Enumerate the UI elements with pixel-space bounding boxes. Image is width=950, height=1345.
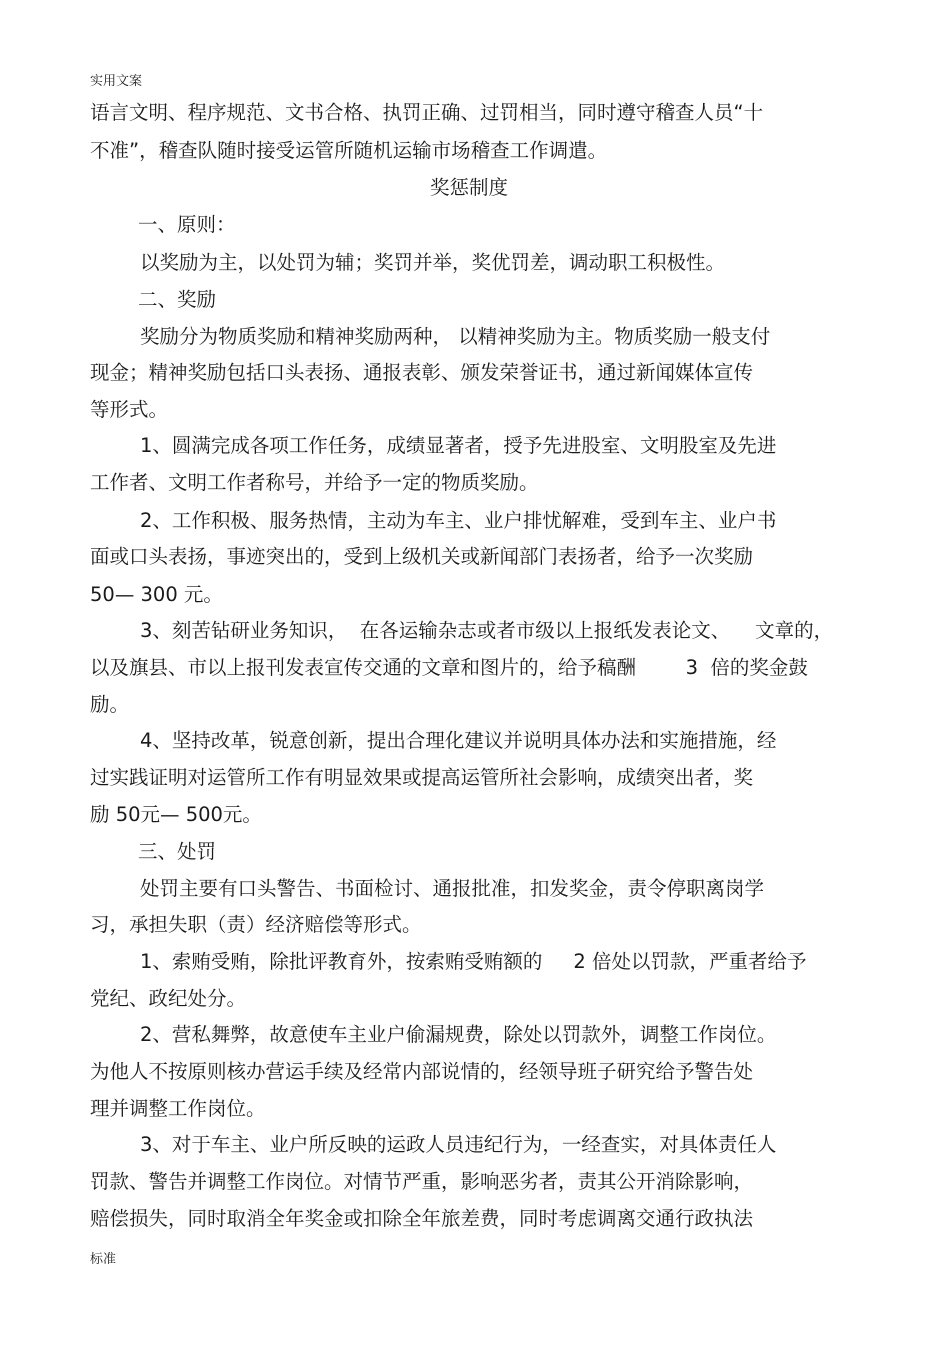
text-line: 罚款、警告并调整工作岗位。对情节严重，影响恶劣者，责其公开消除影响，: [90, 1170, 754, 1193]
text-line: 等形式。: [90, 398, 169, 421]
text-line: 50— 300 元。: [90, 583, 223, 606]
text-line: 4、坚持改革，锐意创新，提出合理化建议并说明具体办法和实施措施，经: [140, 729, 777, 752]
text-line: 不准”，稽查队随时接受运管所随机运输市场稽查工作调遣。: [90, 139, 608, 162]
text-line: 以及旗县、市以上报刊发表宣传交通的文章和图片的，给予稿酬 3 倍的奖金鼓: [90, 656, 808, 679]
text-line: 3、对于车主、业户所反映的运政人员违纪行为，一经查实，对具体责任人: [140, 1133, 777, 1156]
text-line: 理并调整工作岗位。: [90, 1097, 266, 1120]
section-title: 奖惩制度: [430, 176, 509, 199]
text-line: 2、工作积极、服务热情，主动为车主、业户排忧解难，受到车主、业户书: [140, 509, 777, 532]
page-footer: 标准: [90, 1252, 117, 1267]
text-line: 现金；精神奖励包括口头表扬、通报表彰、颁发荣誉证书，通过新闻媒体宣传: [90, 361, 754, 384]
text-line: 奖励分为物质奖励和精神奖励两种， 以精神奖励为主。物质奖励一般支付: [140, 325, 771, 348]
text-line: 党纪、政纪处分。: [90, 987, 247, 1010]
text-line: 以奖励为主，以处罚为辅；奖罚并举，奖优罚差，调动职工积极性。: [140, 251, 726, 274]
page-header: 实用文案: [90, 74, 143, 89]
heading-principle: 一、原则：: [138, 213, 236, 236]
text-line: 3、刻苦钻研业务知识， 在各运输杂志或者市级以上报纸发表论文、 文章的，: [140, 619, 834, 642]
heading-reward: 二、奖励: [138, 288, 217, 311]
text-line: 过实践证明对运管所工作有明显效果或提高运管所社会影响，成绩突出者，奖: [90, 766, 754, 789]
text-line: 赔偿损失，同时取消全年奖金或扣除全年旅差费，同时考虑调离交通行政执法: [90, 1207, 754, 1230]
text-line: 1、圆满完成各项工作任务，成绩显著者，授予先进股室、文明股室及先进: [140, 434, 777, 457]
text-line: 语言文明、程序规范、文书合格、执罚正确、过罚相当，同时遵守稽查人员“十: [90, 101, 764, 124]
heading-penalty: 三、处罚: [138, 840, 217, 863]
text-line: 处罚主要有口头警告、书面检讨、通报批准，扣发奖金，责令停职离岗学: [140, 877, 765, 900]
text-line: 为他人不按原则核办营运手续及经常内部说情的，经领导班子研究给予警告处: [90, 1060, 754, 1083]
text-line: 面或口头表扬，事迹突出的，受到上级机关或新闻部门表扬者，给予一次奖励: [90, 545, 754, 568]
text-line: 2、营私舞弊，故意使车主业户偷漏规费，除处以罚款外，调整工作岗位。: [140, 1023, 777, 1046]
text-line: 励。: [90, 693, 130, 716]
text-line: 习，承担失职（责）经济赔偿等形式。: [90, 913, 422, 936]
text-line: 1、索贿受贿，除批评教育外，按索贿受贿额的 2 倍处以罚款，严重者给予: [140, 950, 807, 973]
text-line: 工作者、文明工作者称号，并给予一定的物质奖励。: [90, 471, 539, 494]
text-line: 励 50元— 500元。: [90, 803, 262, 826]
